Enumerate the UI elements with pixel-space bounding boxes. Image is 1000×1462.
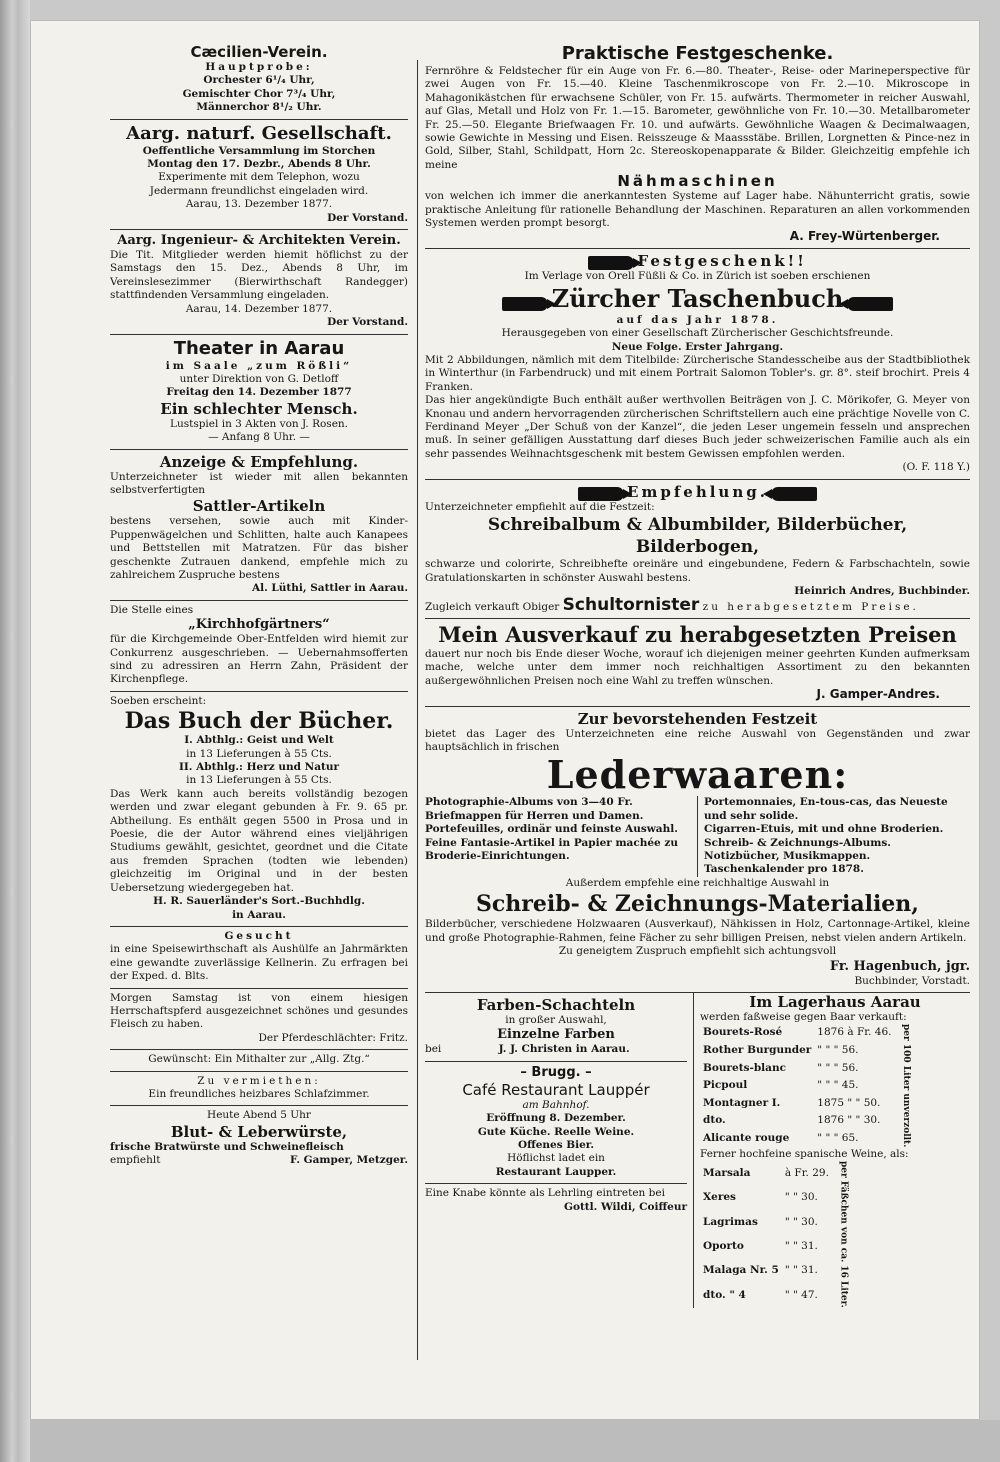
ad-line: Eine Knabe könnte als Lehrling eintreten bei bbox=[425, 1187, 665, 1200]
ad-line: werden faßweise gegen Baar verkauft: bbox=[700, 1010, 907, 1023]
ad-signature: Fr. Hagenbuch, jgr. bbox=[829, 958, 970, 974]
table-row bbox=[700, 1095, 894, 1113]
ad-title: Blut- & Leberwürste, bbox=[170, 1122, 348, 1141]
ad-body: dauert nur noch bis Ende dieser Woche, worauf ich diejenigen meiner geehrten Kunden aufmerksam mache, welche unter dem immer noch reichhaltigen Assortiment zu den bekannten außergewöhnlichen Preisen noch eine Wahl zu treffen wünschen. bbox=[425, 648, 970, 687]
ad-line: Jedermann freundlichst eingeladen wird. bbox=[149, 184, 369, 197]
ad-line: II. Abthlg.: Herz und Natur bbox=[178, 761, 340, 774]
ad-body: in eine Speisewirthschaft als Aushülfe an Jahrmärkten eine gewandte zuverlässige Kellnerin. Zu erfragen bei der Exped. d. Blts. bbox=[110, 943, 408, 983]
ad-headline: Schreib- & Zeichnungs-Materialien, bbox=[476, 891, 919, 918]
ad-line: Offenes Bier. bbox=[517, 1138, 595, 1151]
wine-price: " " " 65. bbox=[817, 1132, 859, 1145]
ad-title: Zur bevorstehenden Festzeit bbox=[577, 709, 818, 728]
ad-play-title: Ein schlechter Mensch. bbox=[160, 399, 358, 418]
lederwaaren-list bbox=[425, 796, 970, 876]
table-row bbox=[700, 1186, 832, 1210]
ad-body: Die Tit. Mitglieder werden hiemit höflichst zu der Samstags den 15. Dez., Abends 8 Uhr, im Vereinslesezimmer (Bierwirthschaft Randegger) stattfindenden Versammlung eingeladen. bbox=[110, 249, 408, 302]
ad-line: Gemischter Chor 7³/₄ Uhr, bbox=[182, 87, 336, 100]
ad-line: Freitag den 14. Dezember 1877 bbox=[166, 386, 352, 399]
table-row bbox=[700, 1077, 894, 1095]
ad-line: Neue Folge. Erster Jahrgang. bbox=[611, 340, 784, 353]
ad-line: Gewünscht: Ein Mithalter zur „Allg. Ztg.“ bbox=[148, 1053, 370, 1066]
ad-line: unter Direktion von G. Detloff bbox=[179, 372, 339, 385]
wine-name: dto. bbox=[703, 1114, 726, 1127]
ad-title: Praktische Festgeschenke. bbox=[561, 43, 834, 64]
list-item: Notizbücher, Musikmappen. bbox=[704, 850, 871, 863]
ad-body: Bilderbücher, verschiedene Holzwaaren (Ausverkauf), Nähkissen in Holz, Cartonnage-Artikel, kleine und große Photographie-Rahmen, feine Fächer zu sehr billigen Preisen, nebst vielen andern Artikeln. bbox=[425, 918, 970, 944]
ad-line: I. Abthlg.: Geist und Welt bbox=[184, 734, 334, 747]
list-item: Taschenkalender pro 1878. bbox=[704, 863, 864, 876]
ad-signature: Der Vorstand. bbox=[327, 211, 408, 224]
wine-name: Rother Burgunder bbox=[703, 1044, 812, 1057]
ad-pferdefleisch bbox=[110, 989, 408, 1051]
ad-zuercher-taschenbuch bbox=[425, 249, 970, 480]
list-item: Cigarren-Etuis, mit und ohne Broderien. bbox=[704, 823, 944, 836]
ad-line: — Anfang 8 Uhr. — bbox=[208, 431, 310, 444]
ad-signature: J. Gamper-Andres. bbox=[816, 687, 940, 702]
price-unit-note: per Fäßchen von ca. 16 Liter. bbox=[838, 1161, 849, 1308]
wine-name: Bourets-Rosé bbox=[703, 1026, 783, 1039]
ad-signature: Al. Lüthi, Sattler in Aarau. bbox=[251, 582, 408, 595]
ad-zimmer bbox=[110, 1072, 408, 1107]
list-item: Portemonnaies, En-tous-cas, das Neueste und sehr solide. bbox=[704, 796, 948, 822]
wine-price: " " 31. bbox=[784, 1239, 818, 1252]
ad-gesucht bbox=[110, 927, 408, 989]
wine-name: Marsala bbox=[703, 1166, 751, 1179]
ad-wuerste bbox=[110, 1106, 408, 1171]
wine-price: " " 47. bbox=[784, 1288, 818, 1301]
ad-line: auf das Jahr 1878. bbox=[616, 313, 779, 326]
ad-body: Das Werk kann auch bereits vollständig bezogen werden und zwar elegant gebunden à Fr. 9. 65 pr. Abtheilung. Es enthält gegen 5500 in Prosa und in Poesie, die der Autor während eines vieljährigen Studiums gewählt, gesichtet, geordnet und die Citate aus fremden Sprachen (todten wie lebenden) gleichzeitig im Original und in der besten Uebersetzung wiedergegeben hat. bbox=[110, 787, 408, 894]
wine-price: " " 30. bbox=[784, 1191, 818, 1204]
ad-title: Cæcilien-Verein. bbox=[190, 43, 328, 61]
wine-price-table bbox=[700, 1024, 894, 1147]
ad-body: Morgen Samstag ist von einem hiesigen Herrschaftspferd ausgezeichnet schönes und gesundes Fleisch zu haben. bbox=[110, 991, 408, 1031]
ad-line: bietet das Lager des Unterzeichneten eine reiche Auswahl von Gegenständen und zwar hauptsächlich in frischen bbox=[425, 727, 970, 754]
ad-line: Lustspiel in 3 Akten von J. Rosen. bbox=[169, 417, 349, 430]
ad-body: Mit 2 Abbildungen, nämlich mit dem Titelbilde: Zürcherische Standesscheibe aus der Stadtbibliothek in Winterthur (in Farbendruck) und mit einem Portrait Salomon Tobler's. gr. 8°. steif brochirt. Preis 4 Franken. bbox=[425, 353, 970, 393]
wine-price: 1875 " " 50. bbox=[817, 1096, 881, 1109]
wine-price: à Fr. 29. bbox=[784, 1166, 829, 1179]
ad-line: Orchester 6¹/₄ Uhr, bbox=[203, 74, 315, 87]
ad-headline: Café Restaurant Lauppér bbox=[462, 1080, 650, 1099]
ad-lehrling bbox=[425, 1184, 687, 1218]
list-item: Feine Fantasie-Artikel in Papier machée zu Broderie-Einrichtungen. bbox=[425, 836, 678, 863]
ad-line: in großer Auswahl, bbox=[505, 1013, 607, 1026]
ad-lederwaaren bbox=[425, 707, 970, 993]
ad-line: bei bbox=[425, 1043, 442, 1056]
ad-body: für die Kirchgemeinde Ober-Entfelden wird hiemit zur Conkurrenz ausgeschrieben. — Uebernahmsofferten sind zu adressiren an Herrn Zahn, Präsident der Kirchenpflege. bbox=[110, 633, 408, 686]
list-item: Photographie-Albums von 3—40 Fr. bbox=[425, 796, 633, 809]
ad-caecilien-verein bbox=[110, 40, 408, 120]
wine-name: Xeres bbox=[703, 1191, 736, 1204]
ad-line: Gute Küche. Reelle Weine. bbox=[477, 1125, 635, 1138]
ad-title: Im Lagerhaus Aarau bbox=[749, 992, 921, 1011]
wine-price: " " " 56. bbox=[817, 1044, 859, 1057]
ad-headline: Sattler-Artikeln bbox=[192, 497, 326, 516]
ad-signature: Restaurant Laupper. bbox=[495, 1165, 617, 1178]
ad-reference: (O. F. 118 Y.) bbox=[902, 461, 970, 474]
ad-headline: „Kirchhofgärtners“ bbox=[188, 617, 330, 633]
ad-title: Gesucht bbox=[224, 929, 294, 942]
ad-line: Oeffentliche Versammlung im Storchen bbox=[142, 144, 376, 157]
wine-name: Alicante rouge bbox=[703, 1132, 790, 1145]
ad-line: in 13 Lieferungen à 55 Cts. bbox=[186, 774, 332, 787]
wine-price: 1876 " " 30. bbox=[817, 1114, 881, 1127]
ad-line: Männerchor 8¹/₂ Uhr. bbox=[196, 101, 322, 114]
ad-gewuenscht bbox=[110, 1050, 408, 1071]
ad-title: Mein Ausverkauf zu herabgesetzten Preisen bbox=[438, 622, 957, 647]
ad-line: Eröffnung 8. Dezember. bbox=[486, 1112, 626, 1125]
wine-name: Oporto bbox=[703, 1239, 744, 1252]
right-column bbox=[425, 40, 970, 1308]
ad-line: Heute Abend 5 Uhr bbox=[207, 1109, 311, 1122]
pointing-hand-icon bbox=[502, 297, 548, 311]
ad-line: im Saale „zum Rößli“ bbox=[165, 359, 353, 372]
ad-body: bestens versehen, sowie auch mit Kinder-Puppenwägelchen und Schlitten, halte auch Kanapees und Bettstellen mit Matratzen. Für das bisher geschenkte Zutrauen dankend, empfehle mich zu zahlreichem Zuspruche bestens bbox=[110, 515, 408, 581]
ad-line: Höflichst ladet ein bbox=[507, 1152, 605, 1165]
ad-headline: Schultornister bbox=[562, 594, 700, 615]
pointing-hand-icon bbox=[578, 487, 624, 501]
ad-line: Herausgegeben von einer Gesellschaft Zürcherischer Geschichtsfreunde. bbox=[501, 327, 894, 340]
wine-name: Bourets-blanc bbox=[703, 1061, 787, 1074]
ad-line: frische Bratwürste und Schweinefleisch bbox=[110, 1140, 344, 1153]
ad-ingenieur-verein bbox=[110, 230, 408, 334]
ad-title: Farben-Schachteln bbox=[476, 995, 636, 1014]
wine-name: Montagner I. bbox=[703, 1096, 781, 1109]
ad-sattler-artikel bbox=[110, 450, 408, 601]
table-row bbox=[700, 1060, 894, 1078]
list-item: Schreib- & Zeichnungs-Albums. bbox=[704, 836, 891, 849]
bottom-ads bbox=[425, 993, 970, 1308]
ad-title: Einzelne Farben bbox=[497, 1027, 615, 1043]
left-column bbox=[110, 40, 408, 1172]
ad-title: Das Buch der Bücher. bbox=[124, 708, 394, 735]
ad-headline: Lederwaaren: bbox=[546, 752, 849, 798]
table-row bbox=[700, 1210, 832, 1234]
ad-title: Aarg. naturf. Gesellschaft. bbox=[126, 122, 392, 144]
ad-body: Das hier angekündigte Buch enthält außer werthvollen Beiträgen von J. C. Mörikofer, G. Meyer von Knonau und andern hervorragenden zürcherischen Schriftstellern auch eine prächtige Novelle von C. Ferdinand Meyer „Der Schuß von der Kanzel“, die jeden Leser ungemein fesseln und ansprechen muß. In seiner gefälligen Ausstattung darf dieses Buch jeder schweizerischen Familie auch als ein sehr passendes Weihnachtsgeschenk mit bestem Gewissen empfohlen werden. bbox=[425, 394, 970, 460]
ad-title: Zu vermiethen: bbox=[197, 1074, 321, 1087]
book-spine bbox=[0, 0, 30, 1462]
ad-farben-schachteln bbox=[425, 993, 687, 1062]
ad-title: Aarg. Ingenieur- & Architekten Verein. bbox=[117, 233, 401, 249]
wine-price: " " " 56. bbox=[817, 1061, 859, 1074]
ad-line: empfiehlt bbox=[110, 1154, 161, 1167]
ad-headline: Schreibalbum & Albumbilder, Bilderbücher, Bilderbogen, bbox=[487, 515, 908, 558]
ad-signature: Buchbinder, Vorstadt. bbox=[854, 974, 970, 987]
wine-price: 1876 à Fr. 46. bbox=[817, 1026, 892, 1039]
ad-body: von welchen ich immer die anerkanntesten Systeme auf Lager habe. Nähunterricht gratis, sowie praktische Anleitung für rationelle Behandlung der Maschinen. Reparaturen an allen vorkommenden Systemen werden prompt besorgt. bbox=[425, 190, 970, 230]
ad-signature: Gottl. Wildi, Coiffeur bbox=[563, 1200, 687, 1213]
ad-line: Zu geneigtem Zuspruch empfiehlt sich achtungsvoll bbox=[558, 945, 837, 958]
ad-line: Die Stelle eines bbox=[110, 603, 194, 616]
ad-buch-der-buecher bbox=[110, 692, 408, 927]
table-row bbox=[700, 1283, 832, 1307]
ad-signature: A. Frey-Würtenberger. bbox=[789, 229, 940, 244]
ad-signature: in Aarau. bbox=[232, 908, 286, 921]
table-row bbox=[700, 1234, 832, 1258]
ad-line: Montag den 17. Dezbr., Abends 8 Uhr. bbox=[147, 158, 371, 171]
ad-line: Im Verlage von Orell Füßli & Co. in Zürich ist soeben erschienen bbox=[524, 270, 871, 283]
ad-line: Unterzeichneter ist wieder mit allen bekannten selbstverfertigten bbox=[110, 470, 408, 496]
ad-signature: Der Pferdeschlächter: Fritz. bbox=[258, 1031, 408, 1044]
wine-name: Lagrimas bbox=[703, 1215, 758, 1228]
ad-title: Theater in Aarau bbox=[173, 337, 345, 359]
ad-title: Empfehlung. bbox=[627, 482, 768, 501]
ad-signature: Der Vorstand. bbox=[327, 316, 408, 329]
table-row bbox=[700, 1112, 894, 1130]
ad-line: zu herabgesetztem Preise. bbox=[702, 600, 919, 613]
ad-date: Aarau, 14. Dezember 1877. bbox=[185, 302, 333, 315]
ad-title: – Brugg. – bbox=[520, 1064, 592, 1080]
ad-line: Experimente mit dem Telephon, wozu bbox=[158, 171, 360, 184]
pointing-hand-icon bbox=[588, 256, 634, 270]
table-row bbox=[700, 1259, 832, 1283]
ad-headline: Nähmaschinen bbox=[617, 172, 778, 191]
ad-line: am Bahnhof. bbox=[522, 1098, 590, 1111]
ad-title: Anzeige & Empfehlung. bbox=[159, 452, 359, 471]
wine-name: Picpoul bbox=[703, 1079, 748, 1092]
table-row bbox=[700, 1042, 894, 1060]
ad-line: in 13 Lieferungen à 55 Cts. bbox=[186, 747, 332, 760]
pointing-hand-icon bbox=[847, 297, 893, 311]
ad-kirchhofgaertner bbox=[110, 601, 408, 692]
wine-price: " " 31. bbox=[784, 1264, 818, 1277]
ad-empfehlung-andres bbox=[425, 480, 970, 619]
ad-signature: J. J. Christen in Aarau. bbox=[498, 1043, 630, 1056]
spanish-wine-table bbox=[700, 1161, 832, 1308]
table-row bbox=[700, 1024, 894, 1042]
ad-festgeschenke bbox=[425, 40, 970, 249]
ad-lagerhaus-aarau bbox=[693, 993, 970, 1308]
ad-subtitle: Hauptprobe: bbox=[205, 61, 313, 73]
wine-name: Malaga Nr. 5 bbox=[703, 1264, 779, 1277]
price-unit-note: per 100 Liter unverzollt. bbox=[900, 1024, 911, 1148]
ad-body: schwarze und colorirte, Schreibhefte oreinäre und eingebundene, Federn & Farbschachteln, sowie Gratulationskarten in schönster Auswahl bestens. bbox=[425, 558, 970, 584]
ad-title: Festgeschenk!! bbox=[637, 251, 807, 270]
wine-name: dto. " 4 bbox=[703, 1288, 746, 1301]
ad-ausverkauf bbox=[425, 619, 970, 707]
wine-price: " " " 45. bbox=[817, 1079, 859, 1092]
wine-price: " " 30. bbox=[784, 1215, 818, 1228]
column-divider bbox=[417, 60, 418, 1360]
ad-line: Ferner hochfeine spanische Weine, als: bbox=[700, 1147, 909, 1160]
list-item: Portefeuilles, ordinär und feinste Auswahl. bbox=[425, 823, 678, 836]
table-row bbox=[700, 1130, 894, 1148]
ad-theater-aarau bbox=[110, 335, 408, 450]
ad-line: Unterzeichneter empfiehlt auf die Festzeit: bbox=[425, 500, 655, 513]
ad-line: Soeben erscheint: bbox=[110, 694, 207, 707]
ad-signature: Heinrich Andres, Buchbinder. bbox=[794, 585, 970, 598]
page-bottom-margin bbox=[30, 1420, 1000, 1462]
ad-headline: Zürcher Taschenbuch bbox=[551, 283, 844, 313]
ad-cafe-brugg bbox=[425, 1062, 687, 1184]
ad-line: Ein freundliches heizbares Schlafzimmer. bbox=[148, 1087, 370, 1100]
pointing-hand-icon bbox=[771, 487, 817, 501]
ad-line: Außerdem empfehle eine reichhaltige Auswahl in bbox=[565, 876, 830, 889]
ad-line: Zugleich verkauft Obiger bbox=[425, 600, 560, 613]
ad-naturf-gesellschaft bbox=[110, 120, 408, 230]
ad-signature: H. R. Sauerländer's Sort.-Buchhdlg. bbox=[153, 895, 365, 908]
table-row bbox=[700, 1161, 832, 1185]
ad-body: Fernröhre & Feldstecher für ein Auge von Fr. 6.—80. Theater-, Reise- oder Marineperspective für zwei Augen von Fr. 15.—40. Kleine Taschenmikroscope von Fr. 2.—10. Mikroscope in Mahagonikästchen für erwachsene Schüler, von Fr. 15. aufwärts. Thermometer in reicher Auswahl, auf Glas, Metall und Holz von Fr. 1.—15. Barometer, gewöhnliche von Fr. 10.—30. Metallbarometer Fr. 25.—50. Elegante Briefwaagen Fr. 10. und aufwärts. Gewöhnliche Waagen & Decimalwaagen, sowie Gewichte in Messing und Eisen. Reisszeuge & Maassstäbe. Brillen, Lorgnetten & Pince-nez in Gold, Silber, Stahl, Schildpatt, Horn 2c. Stereoskopenapparate & Bilder. Gleichzeitig empfehle ich meine bbox=[425, 65, 970, 171]
ad-signature: F. Gamper, Metzger. bbox=[289, 1154, 408, 1167]
ad-date: Aarau, 13. Dezember 1877. bbox=[185, 198, 333, 211]
list-item: Briefmappen für Herren und Damen. bbox=[425, 809, 644, 822]
